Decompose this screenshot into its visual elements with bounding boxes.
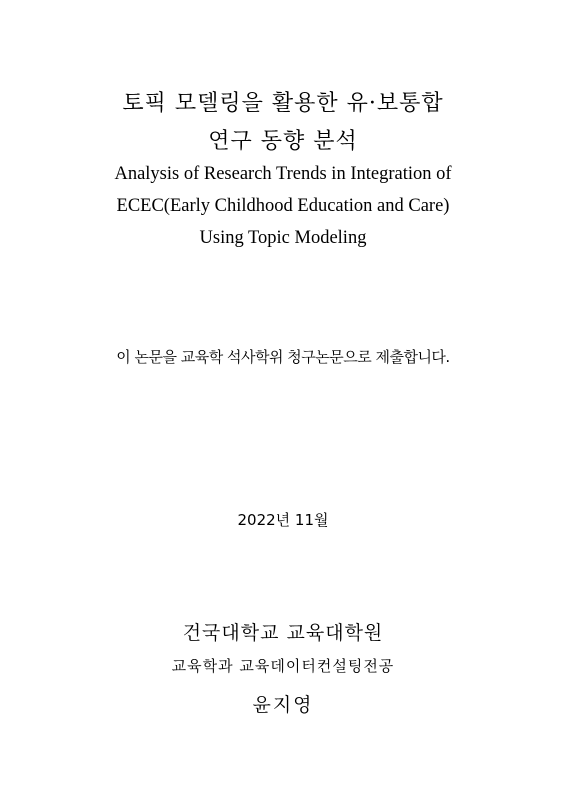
author-name: 윤지영 (252, 694, 314, 716)
department-name: 교육학과 교육데이터컨설팅전공 (171, 657, 395, 675)
title-korean-line-2: 연구 동향 분석 (208, 129, 358, 154)
title-english-line-3: Using Topic Modeling (199, 228, 367, 248)
submission-date: 2022년 11월 (237, 511, 329, 529)
title-korean-line-1: 토픽 모델링을 활용한 유·보통합 (122, 91, 444, 116)
submission-statement: 이 논문을 교육학 석사학위 청구논문으로 제출합니다. (116, 348, 450, 366)
title-english-line-2: ECEC(Early Childhood Education and Care) (116, 196, 450, 216)
title-english-line-1: Analysis of Research Trends in Integration of (114, 164, 452, 184)
university-name: 건국대학교 교육대학원 (182, 622, 384, 644)
